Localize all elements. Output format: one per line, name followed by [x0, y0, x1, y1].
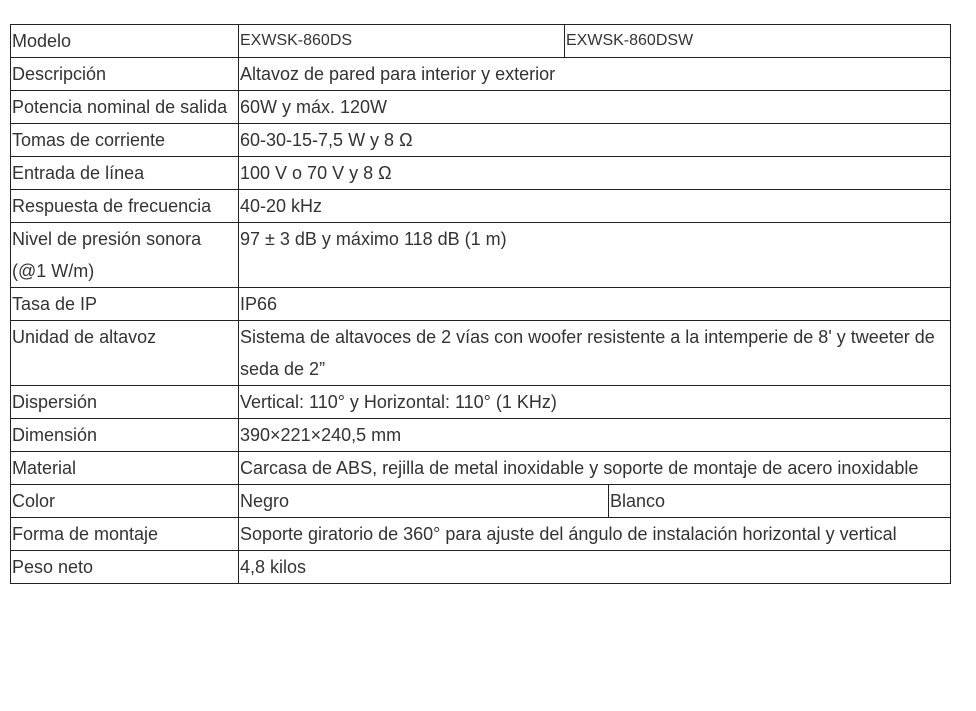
row-value: 4,8 kilos	[239, 551, 951, 584]
row-label: Modelo	[11, 25, 239, 58]
row-label: Material	[11, 452, 239, 485]
row-label: Unidad de altavoz	[11, 321, 239, 386]
row-value: IP66	[239, 288, 951, 321]
table-row-frequency-response	[11, 190, 951, 223]
spec-table	[10, 24, 951, 584]
row-value: Sistema de altavoces de 2 vías con woofer resistente a la intemperie de 8' y tweeter de seda de 2”	[239, 321, 951, 386]
table-row-dispersion	[11, 386, 951, 419]
row-label: Peso neto	[11, 551, 239, 584]
table-row-mounting	[11, 518, 951, 551]
row-label: Tasa de IP	[11, 288, 239, 321]
row-label: Entrada de línea	[11, 157, 239, 190]
table-row-speaker-unit	[11, 321, 951, 386]
row-label: Nivel de presión sonora (@1 W/m)	[11, 223, 239, 288]
row-value: 100 V o 70 V y 8 Ω	[239, 157, 951, 190]
row-label: Potencia nominal de salida	[11, 91, 239, 124]
row-label: Dispersión	[11, 386, 239, 419]
table-row-model	[11, 25, 951, 58]
row-value: 60W y máx. 120W	[239, 91, 951, 124]
row-label: Tomas de corriente	[11, 124, 239, 157]
table-row-dimension	[11, 419, 951, 452]
table-row-color	[11, 485, 951, 518]
row-value: Soporte giratorio de 360° para ajuste del ángulo de instalación horizontal y vertical	[239, 518, 951, 551]
table-row-rated-power	[11, 91, 951, 124]
row-value: 390×221×240,5 mm	[239, 419, 951, 452]
row-label: Respuesta de frecuencia	[11, 190, 239, 223]
row-label: Dimensión	[11, 419, 239, 452]
row-value: Vertical: 110° y Horizontal: 110° (1 KHz)	[239, 386, 951, 419]
row-label: Descripción	[11, 58, 239, 91]
row-value: 60-30-15-7,5 W y 8 Ω	[239, 124, 951, 157]
table-row-ip-rating	[11, 288, 951, 321]
color-a-cell: Negro	[239, 485, 609, 518]
row-label: Color	[11, 485, 239, 518]
table-row-line-input	[11, 157, 951, 190]
table-row-taps	[11, 124, 951, 157]
model-b-cell: EXWSK-860DSW	[565, 25, 951, 58]
table-row-net-weight	[11, 551, 951, 584]
row-value: 40-20 kHz	[239, 190, 951, 223]
row-value: Altavoz de pared para interior y exterior	[239, 58, 951, 91]
table-row-spl	[11, 223, 951, 288]
model-a-cell: EXWSK-860DS	[239, 25, 565, 58]
row-value: Carcasa de ABS, rejilla de metal inoxidable y soporte de montaje de acero inoxidable	[239, 452, 951, 485]
table-row-material	[11, 452, 951, 485]
table-row-description	[11, 58, 951, 91]
row-label: Forma de montaje	[11, 518, 239, 551]
color-b-cell: Blanco	[609, 485, 951, 518]
row-value: 97 ± 3 dB y máximo 118 dB (1 m)	[239, 223, 951, 288]
